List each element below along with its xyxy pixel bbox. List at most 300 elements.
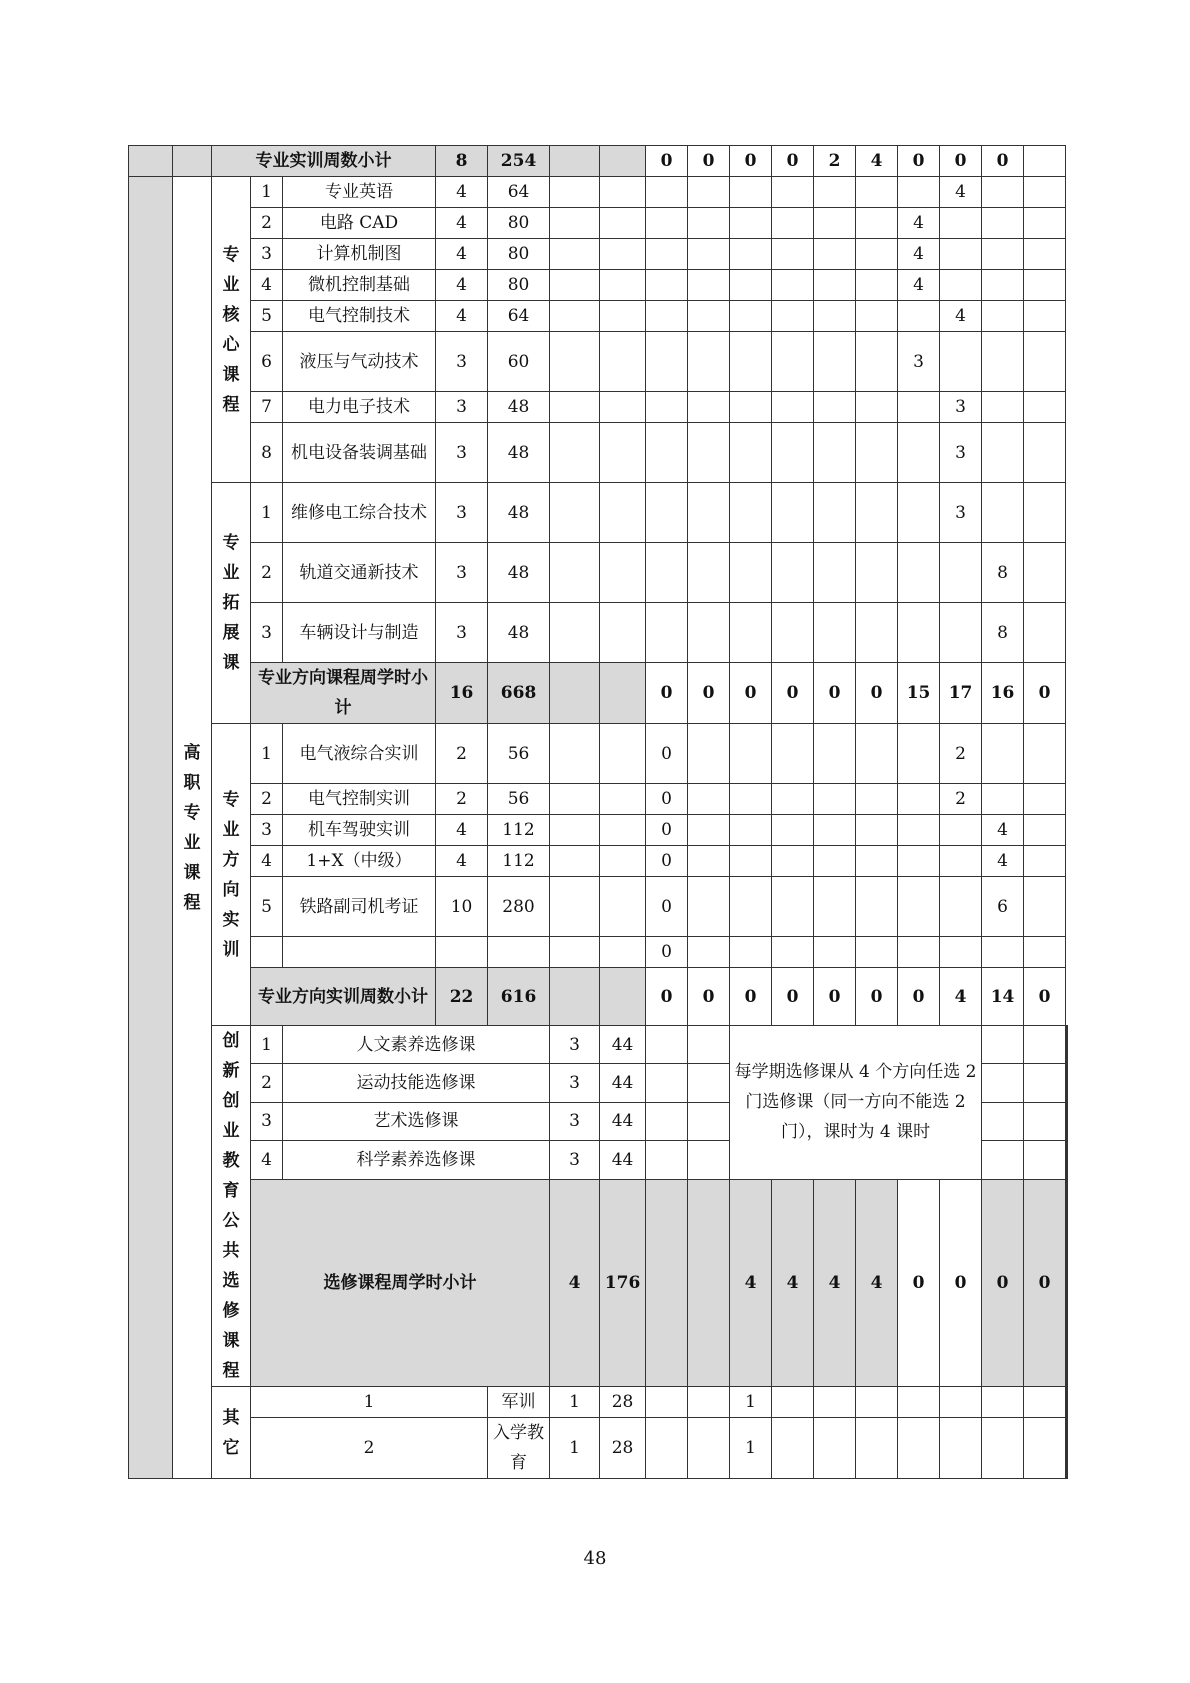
vertical-label: 专业拓展课 [222, 533, 240, 673]
semester-cell: 4 [856, 146, 898, 177]
semester-cell [898, 1418, 940, 1479]
blank-cell [550, 724, 600, 784]
semester-cell [1024, 1418, 1066, 1479]
credit-cell: 4 [436, 208, 488, 239]
semester-cell [688, 815, 730, 846]
semester-cell [814, 270, 856, 301]
semester-cell [898, 177, 940, 208]
vertical-label: 专业方向实训 [222, 789, 240, 960]
hours-cell: 48 [488, 603, 550, 663]
credit-cell: 3 [550, 1026, 600, 1064]
semester-cell [898, 543, 940, 603]
semester-cell: 0 [898, 1179, 940, 1387]
semester-cell: 4 [940, 301, 982, 332]
hours-cell: 176 [600, 1179, 646, 1387]
course-name: 机车驾驶实训 [283, 815, 436, 846]
hours-cell: 48 [488, 392, 550, 423]
semester-cell [982, 784, 1024, 815]
hours-cell: 60 [488, 332, 550, 392]
semester-cell [982, 483, 1024, 543]
semester-cell: 0 [646, 784, 688, 815]
course-no: 7 [251, 392, 283, 423]
semester-cell: 4 [982, 846, 1024, 877]
semester-cell [772, 392, 814, 423]
blank-cell [550, 392, 600, 423]
hours-cell: 80 [488, 208, 550, 239]
semester-cell [982, 208, 1024, 239]
course-name: 电路 CAD [283, 208, 436, 239]
group-other [212, 1387, 251, 1479]
semester-cell: 0 [646, 877, 688, 937]
semester-cell [730, 332, 772, 392]
semester-cell: 0 [646, 968, 688, 1026]
blank-cell [600, 392, 646, 423]
semester-cell: 1 [730, 1387, 772, 1418]
hours-cell: 28 [600, 1418, 646, 1479]
semester-cell [856, 483, 898, 543]
semester-cell [940, 937, 982, 968]
course-no: 6 [251, 332, 283, 392]
course-name: 运动技能选修课 [283, 1064, 550, 1102]
course-no: 4 [251, 270, 283, 301]
hours-cell [488, 937, 550, 968]
credit-cell: 10 [436, 877, 488, 937]
semester-cell [772, 543, 814, 603]
blank-cell [600, 784, 646, 815]
semester-cell [898, 815, 940, 846]
semester-cell [646, 392, 688, 423]
table-row [129, 270, 1068, 301]
semester-cell: 0 [646, 846, 688, 877]
semester-cell [688, 846, 730, 877]
table-row [129, 968, 1068, 1026]
semester-cell [646, 270, 688, 301]
semester-cell: 3 [898, 332, 940, 392]
subtotal-label: 专业方向课程周学时小计 [251, 663, 436, 724]
blank-cell [550, 423, 600, 483]
semester-cell [1024, 784, 1066, 815]
semester-cell [772, 177, 814, 208]
semester-cell [772, 423, 814, 483]
semester-cell [814, 603, 856, 663]
semester-cell [1024, 724, 1066, 784]
credit-cell: 3 [436, 392, 488, 423]
semester-cell: 0 [772, 968, 814, 1026]
semester-cell [688, 270, 730, 301]
semester-cell [814, 543, 856, 603]
semester-cell [856, 270, 898, 301]
group-ext [212, 483, 251, 724]
semester-cell [814, 392, 856, 423]
semester-cell [688, 208, 730, 239]
blank-cell [550, 301, 600, 332]
semester-cell: 0 [856, 968, 898, 1026]
semester-cell [940, 1418, 982, 1479]
semester-cell [1024, 392, 1066, 423]
course-no: 2 [251, 1418, 488, 1479]
semester-cell: 16 [982, 663, 1024, 724]
semester-cell: 0 [646, 815, 688, 846]
hours-cell: 254 [488, 146, 550, 177]
semester-cell [772, 270, 814, 301]
semester-cell: 2 [940, 724, 982, 784]
semester-cell [772, 784, 814, 815]
blank-cell [550, 332, 600, 392]
semester-cell [856, 301, 898, 332]
semester-cell [982, 1102, 1024, 1140]
blank-cell [600, 968, 646, 1026]
blank-cell [646, 1418, 688, 1479]
semester-cell [982, 1064, 1024, 1102]
semester-cell [688, 724, 730, 784]
semester-cell: 4 [898, 208, 940, 239]
hours-cell: 64 [488, 177, 550, 208]
group-cell-blank [129, 177, 173, 1479]
course-name: 电气控制实训 [283, 784, 436, 815]
semester-cell [940, 603, 982, 663]
semester-cell [1024, 208, 1066, 239]
blank-cell [600, 146, 646, 177]
table-row [129, 483, 1068, 543]
credit-cell: 8 [436, 146, 488, 177]
course-no: 2 [251, 208, 283, 239]
blank-cell [600, 177, 646, 208]
table-row [129, 603, 1068, 663]
semester-cell [856, 423, 898, 483]
semester-cell [772, 239, 814, 270]
semester-cell [772, 724, 814, 784]
semester-cell [730, 543, 772, 603]
semester-cell [814, 177, 856, 208]
credit-cell: 3 [436, 332, 488, 392]
semester-cell [982, 301, 1024, 332]
semester-cell [940, 1387, 982, 1418]
course-no: 3 [251, 239, 283, 270]
course-name: 1+X（中级） [283, 846, 436, 877]
semester-cell [730, 815, 772, 846]
semester-cell [814, 332, 856, 392]
semester-cell [730, 270, 772, 301]
table-row [129, 1418, 1068, 1479]
semester-cell: 2 [814, 146, 856, 177]
semester-cell [730, 846, 772, 877]
semester-cell [688, 177, 730, 208]
semester-cell [814, 937, 856, 968]
semester-cell [1067, 1064, 1068, 1102]
semester-cell [814, 1418, 856, 1479]
semester-cell [1024, 1387, 1066, 1418]
course-no: 5 [251, 301, 283, 332]
table-row [129, 663, 1068, 724]
course-no: 1 [251, 1026, 283, 1064]
semester-cell [646, 603, 688, 663]
semester-cell [1024, 815, 1066, 846]
course-no: 1 [251, 1387, 488, 1418]
semester-cell [646, 177, 688, 208]
hours-cell: 112 [488, 846, 550, 877]
semester-cell: 3 [940, 423, 982, 483]
blank-cell [550, 784, 600, 815]
semester-cell [856, 1387, 898, 1418]
semester-cell: 8 [982, 543, 1024, 603]
semester-cell [688, 239, 730, 270]
semester-cell [730, 423, 772, 483]
course-no: 1 [251, 177, 283, 208]
course-name: 入学教育 [488, 1418, 550, 1479]
table-row [129, 846, 1068, 877]
course-name: 人文素养选修课 [283, 1026, 550, 1064]
semester-cell [814, 301, 856, 332]
semester-cell: 8 [982, 603, 1024, 663]
semester-cell: 14 [982, 968, 1024, 1026]
semester-cell: 0 [646, 724, 688, 784]
semester-cell [898, 846, 940, 877]
course-name: 艺术选修课 [283, 1102, 550, 1140]
course-name [283, 937, 436, 968]
credit-cell: 4 [436, 239, 488, 270]
table-row [129, 784, 1068, 815]
credit-cell: 3 [550, 1102, 600, 1140]
table-row [129, 301, 1068, 332]
subtotal-label: 专业方向实训周数小计 [251, 968, 436, 1026]
semester-cell [898, 784, 940, 815]
semester-cell [898, 937, 940, 968]
semester-cell [982, 937, 1024, 968]
semester-cell [856, 392, 898, 423]
blank-cell [688, 1141, 730, 1179]
semester-cell: 4 [856, 1179, 898, 1387]
semester-cell [814, 846, 856, 877]
semester-cell [1024, 483, 1066, 543]
vertical-label: 创新创业教育公共选修课程 [222, 1031, 240, 1381]
semester-cell: 0 [940, 1179, 982, 1387]
semester-cell [646, 483, 688, 543]
semester-cell [1024, 239, 1066, 270]
semester-cell [982, 1387, 1024, 1418]
semester-cell: 0 [688, 146, 730, 177]
table-row [129, 543, 1068, 603]
semester-cell: 4 [730, 1179, 772, 1387]
group-innov [212, 1026, 251, 1387]
semester-cell [1024, 177, 1066, 208]
semester-cell [1067, 1102, 1068, 1140]
blank-cell [688, 1179, 730, 1387]
blank-cell [550, 937, 600, 968]
semester-cell: 3 [940, 392, 982, 423]
semester-cell [940, 846, 982, 877]
semester-cell [688, 937, 730, 968]
blank-cell [646, 1387, 688, 1418]
semester-cell [898, 483, 940, 543]
semester-cell [730, 208, 772, 239]
blank-cell [600, 663, 646, 724]
semester-cell: 0 [646, 937, 688, 968]
blank-cell [688, 1026, 730, 1064]
credit-cell: 3 [550, 1064, 600, 1102]
course-name: 微机控制基础 [283, 270, 436, 301]
semester-cell [982, 392, 1024, 423]
blank-cell [600, 301, 646, 332]
semester-cell [856, 332, 898, 392]
hours-cell: 28 [600, 1387, 646, 1418]
credit-cell: 4 [550, 1179, 600, 1387]
blank-cell [550, 603, 600, 663]
table-row [129, 1387, 1068, 1418]
table-row [129, 724, 1068, 784]
semester-cell: 0 [688, 663, 730, 724]
group-cell [129, 146, 173, 177]
semester-cell: 15 [898, 663, 940, 724]
semester-cell: 0 [898, 968, 940, 1026]
course-name: 轨道交通新技术 [283, 543, 436, 603]
semester-cell [856, 937, 898, 968]
credit-cell: 22 [436, 968, 488, 1026]
credit-cell: 2 [436, 724, 488, 784]
hours-cell: 56 [488, 784, 550, 815]
course-no: 3 [251, 815, 283, 846]
semester-cell [856, 1418, 898, 1479]
semester-cell: 4 [898, 239, 940, 270]
semester-cell [730, 724, 772, 784]
semester-cell [1024, 270, 1066, 301]
table-row [129, 208, 1068, 239]
blank-cell [688, 1064, 730, 1102]
table-row [129, 1026, 1068, 1064]
semester-cell: 0 [898, 146, 940, 177]
semester-cell: 4 [898, 270, 940, 301]
semester-cell [688, 423, 730, 483]
semester-cell: 0 [982, 1179, 1024, 1387]
semester-cell [730, 877, 772, 937]
semester-cell [982, 423, 1024, 483]
semester-cell [730, 603, 772, 663]
semester-cell [856, 208, 898, 239]
course-no: 5 [251, 877, 283, 937]
semester-cell [688, 603, 730, 663]
semester-cell [898, 877, 940, 937]
blank-cell [600, 483, 646, 543]
semester-cell: 0 [856, 663, 898, 724]
semester-cell [730, 483, 772, 543]
semester-cell [772, 301, 814, 332]
semester-cell [982, 239, 1024, 270]
semester-cell [772, 603, 814, 663]
semester-cell [1024, 1141, 1066, 1179]
semester-cell: 0 [1024, 968, 1066, 1026]
semester-cell: 0 [1024, 663, 1066, 724]
table-row [129, 177, 1068, 208]
semester-cell [1067, 1026, 1068, 1064]
semester-cell [730, 392, 772, 423]
hours-cell: 48 [488, 423, 550, 483]
blank-cell [600, 877, 646, 937]
semester-cell [940, 815, 982, 846]
blank-cell [550, 483, 600, 543]
semester-cell: 3 [940, 483, 982, 543]
semester-cell [646, 239, 688, 270]
hours-cell: 48 [488, 543, 550, 603]
semester-cell: 2 [940, 784, 982, 815]
hours-cell: 616 [488, 968, 550, 1026]
semester-cell [814, 815, 856, 846]
course-name: 电气控制技术 [283, 301, 436, 332]
semester-cell [730, 177, 772, 208]
blank-cell [600, 208, 646, 239]
semester-cell [730, 937, 772, 968]
semester-cell [646, 332, 688, 392]
blank-cell [646, 1102, 688, 1140]
course-no: 3 [251, 1102, 283, 1140]
semester-cell [772, 1387, 814, 1418]
blank-cell [550, 663, 600, 724]
table-row [129, 146, 1068, 177]
course-no: 4 [251, 846, 283, 877]
blank-cell [550, 146, 600, 177]
course-name: 维修电工综合技术 [283, 483, 436, 543]
blank-cell [550, 968, 600, 1026]
table-row [129, 392, 1068, 423]
blank-cell [600, 239, 646, 270]
semester-cell [772, 1418, 814, 1479]
subtotal-label: 选修课程周学时小计 [251, 1179, 550, 1387]
semester-cell [982, 270, 1024, 301]
subtotal-label: 专业实训周数小计 [212, 146, 436, 177]
hours-cell: 48 [488, 483, 550, 543]
blank-cell [646, 1179, 688, 1387]
semester-cell [898, 724, 940, 784]
course-no: 4 [251, 1141, 283, 1179]
semester-cell [940, 208, 982, 239]
course-name: 军训 [488, 1387, 550, 1418]
blank-cell [688, 1102, 730, 1140]
semester-cell: 0 [1024, 1179, 1066, 1387]
semester-cell [688, 784, 730, 815]
semester-cell [688, 877, 730, 937]
semester-cell [856, 877, 898, 937]
credit-cell: 3 [436, 543, 488, 603]
course-no: 1 [251, 483, 283, 543]
blank-cell [550, 208, 600, 239]
credit-cell: 2 [436, 784, 488, 815]
semester-cell: 4 [814, 1179, 856, 1387]
blank-cell [600, 937, 646, 968]
semester-cell [982, 724, 1024, 784]
blank-cell [550, 239, 600, 270]
semester-cell [940, 239, 982, 270]
semester-cell [1024, 846, 1066, 877]
semester-cell [898, 392, 940, 423]
semester-cell [814, 483, 856, 543]
semester-cell [772, 815, 814, 846]
semester-cell [1067, 1141, 1068, 1179]
course-no: 3 [251, 603, 283, 663]
semester-cell: 0 [814, 663, 856, 724]
page-number: 48 [583, 1548, 607, 1569]
blank-cell [600, 846, 646, 877]
hours-cell: 80 [488, 239, 550, 270]
group-higher [173, 177, 212, 1479]
table-row [129, 877, 1068, 937]
credit-cell: 3 [436, 423, 488, 483]
semester-cell [646, 423, 688, 483]
semester-cell [772, 208, 814, 239]
credit-cell: 4 [436, 177, 488, 208]
blank-cell [550, 177, 600, 208]
vertical-label: 专业核心课程 [222, 244, 240, 415]
credit-cell: 3 [436, 603, 488, 663]
semester-cell [856, 603, 898, 663]
credit-cell: 3 [550, 1141, 600, 1179]
